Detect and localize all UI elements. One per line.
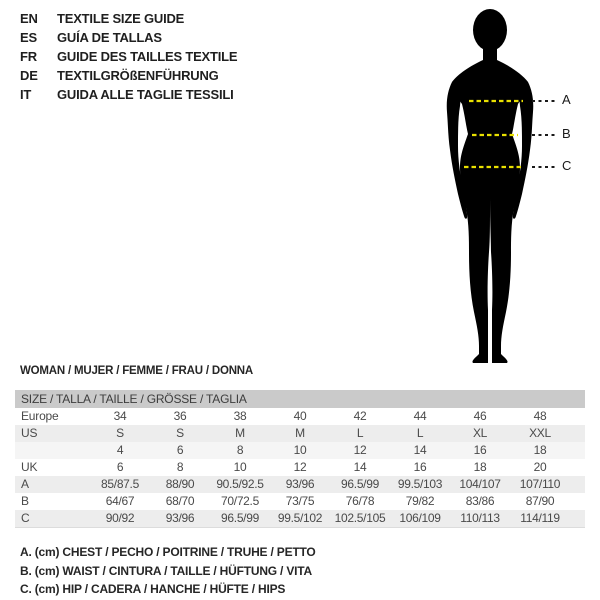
- marker-c-label: C: [562, 158, 572, 173]
- table-cell: 102.5/105: [334, 511, 386, 525]
- table-row: [15, 510, 585, 528]
- table-row: [15, 476, 585, 493]
- table-rows: [15, 408, 585, 528]
- table-cell: 16: [473, 443, 487, 457]
- table-cell: 6: [116, 460, 124, 474]
- table-cell: 14: [413, 443, 427, 457]
- language-row: [20, 9, 237, 28]
- language-code: IT: [20, 87, 32, 102]
- table-cell: 6: [176, 443, 184, 457]
- table-cell: 93/96: [285, 477, 315, 491]
- table-cell: M: [295, 426, 305, 440]
- table-cell: 20: [533, 460, 547, 474]
- table-cell: 64/67: [105, 494, 135, 508]
- table-cell: 16: [413, 460, 427, 474]
- table-cell: 18: [533, 443, 547, 457]
- table-cell: 73/75: [285, 494, 315, 508]
- table-cell: 42: [353, 409, 367, 423]
- table-cell: 46: [473, 409, 487, 423]
- row-label: US: [21, 426, 38, 440]
- table-cell: 4: [116, 443, 124, 457]
- legend-line: B. (cm) WAIST / CINTURA / TAILLE / HÜFTUNG / VITA: [20, 563, 312, 578]
- woman-silhouette: [408, 4, 600, 366]
- language-label: GUIDA ALLE TAGLIE TESSILI: [57, 87, 234, 102]
- language-label: GUIDE DES TAILLES TEXTILE: [57, 49, 238, 64]
- table-cell: 8: [176, 460, 184, 474]
- table-cell: S: [176, 426, 184, 440]
- language-list: [20, 9, 237, 104]
- table-cell: 88/90: [165, 477, 195, 491]
- marker-a-label: A: [562, 92, 571, 107]
- table-row: [15, 493, 585, 510]
- language-code: EN: [20, 11, 38, 26]
- language-label: GUÍA DE TALLAS: [57, 30, 162, 45]
- table-cell: 106/109: [399, 511, 441, 525]
- table-row: [15, 425, 585, 442]
- table-cell: 99.5/103: [397, 477, 443, 491]
- row-label: B: [21, 494, 29, 508]
- table-cell: 12: [353, 443, 367, 457]
- table-cell: 10: [293, 443, 307, 457]
- language-code: FR: [20, 49, 37, 64]
- table-cell: 44: [413, 409, 427, 423]
- table-cell: 18: [473, 460, 487, 474]
- table-cell: 85/87.5: [101, 477, 139, 491]
- table-cell: 12: [293, 460, 307, 474]
- table-row: [15, 459, 585, 476]
- row-label: A: [21, 477, 29, 491]
- table-cell: 96.5/99: [221, 511, 259, 525]
- language-row: [20, 28, 237, 47]
- table-row: [15, 442, 585, 459]
- table-cell: L: [416, 426, 424, 440]
- table-header: SIZE / TALLA / TAILLE / GRÖSSE / TAGLIA: [15, 390, 585, 408]
- table-row: [15, 408, 585, 425]
- table-cell: M: [235, 426, 245, 440]
- table-cell: 38: [233, 409, 247, 423]
- table-cell: 107/110: [519, 477, 561, 491]
- table-cell: XXL: [529, 426, 551, 440]
- language-code: DE: [20, 68, 38, 83]
- body-figure: [408, 4, 600, 366]
- table-cell: 93/96: [165, 511, 195, 525]
- table-cell: 10: [233, 460, 247, 474]
- row-label: C: [21, 511, 30, 525]
- table-cell: 99.5/102: [277, 511, 323, 525]
- measurement-legend: [20, 543, 316, 599]
- row-label: Europe: [21, 409, 59, 423]
- table-cell: 34: [113, 409, 127, 423]
- table-cell: 96.5/99: [341, 477, 379, 491]
- row-label: [15, 442, 90, 459]
- size-table: [15, 390, 585, 528]
- legend-line: C. (cm) HIP / CADERA / HANCHE / HÜFTE / HIPS: [20, 582, 286, 597]
- table-cell: 70/72.5: [221, 494, 259, 508]
- table-cell: 83/86: [465, 494, 495, 508]
- language-label: TEXTILGRÖßENFÜHRUNG: [57, 68, 219, 83]
- table-cell: L: [356, 426, 364, 440]
- table-cell: 14: [353, 460, 367, 474]
- table-cell: 79/82: [405, 494, 435, 508]
- table-cell: 76/78: [345, 494, 375, 508]
- table-cell: 8: [236, 443, 244, 457]
- table-cell: 90.5/92.5: [216, 477, 264, 491]
- section-title: WOMAN / MUJER / FEMME / FRAU / DONNA: [20, 365, 254, 377]
- table-cell: 114/119: [520, 511, 560, 525]
- marker-b-label: B: [562, 126, 571, 141]
- table-cell: S: [116, 426, 124, 440]
- table-cell: 68/70: [165, 494, 195, 508]
- table-cell: 36: [173, 409, 187, 423]
- table-cell: 40: [293, 409, 307, 423]
- language-row: [20, 66, 237, 85]
- language-row: [20, 47, 237, 66]
- language-row: [20, 85, 237, 104]
- legend-line: A. (cm) CHEST / PECHO / POITRINE / TRUHE / PETTO: [20, 545, 316, 559]
- table-cell: 104/107: [459, 477, 501, 491]
- table-cell: 110/113: [460, 511, 500, 525]
- table-cell: XL: [472, 426, 488, 440]
- table-cell: 90/92: [105, 511, 135, 525]
- table-cell: 87/90: [525, 494, 555, 508]
- row-label: UK: [21, 460, 38, 474]
- table-cell: 48: [533, 409, 547, 423]
- language-code: ES: [20, 30, 37, 45]
- language-label: TEXTILE SIZE GUIDE: [57, 11, 185, 26]
